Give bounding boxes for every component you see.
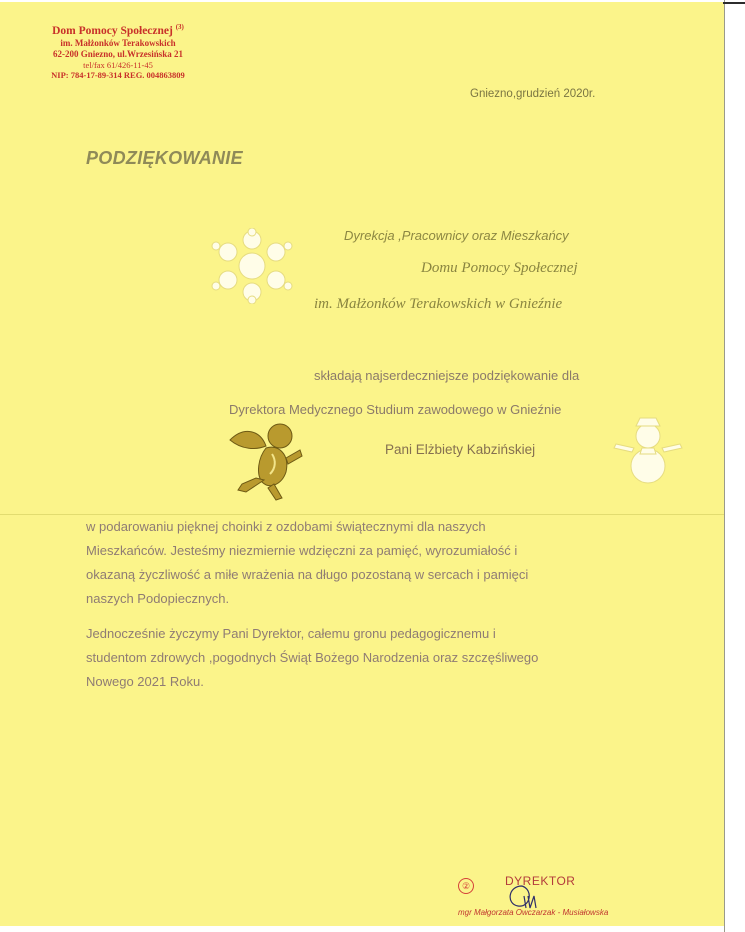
letter-title: PODZIĘKOWANIE (86, 148, 243, 168)
sender-line-3: im. Małżonków Terakowskich w Gnieźnie (314, 296, 563, 312)
recipient-name: Pani Elżbiety Kabzińskiej (385, 442, 536, 457)
snowman-icon (612, 414, 684, 486)
paragraph1-line-3: okazaną życzliwość a miłe wrażenia na długo pozostaną w sercach i pamięci (86, 567, 529, 582)
thanks-paragraph (86, 515, 656, 611)
institution-stamp (28, 20, 208, 81)
thanks-line-2: Dyrektora Medycznego Studium zawodowego w Gnieźnie (229, 402, 562, 417)
paragraph1-line-4: naszych Podopiecznych. (86, 591, 230, 606)
paragraph2-line-2: studentom zdrowych ,pogodnych Świąt Bożego Narodzenia oraz szczęśliwego (86, 650, 539, 665)
paragraph2-line-1: Jednocześnie życzymy Pani Dyrektor, całemu gronu pedagogicznemu i (86, 626, 496, 641)
sender-line-1: Dyrekcja ,Pracownicy oraz Mieszkańcy (344, 228, 569, 243)
stamp-line-1: Dom Pomocy Społecznej (52, 24, 173, 37)
signatory-name: mgr Małgorzata Owczarzak - Musiałowska (458, 908, 609, 917)
paragraph1-line-1: w podarowaniu pięknej choinki z ozdobami świątecznymi dla naszych (86, 519, 486, 534)
stamp-line-4: tel/fax 61/426-11-45 (83, 59, 153, 70)
stamp-superscript: (3) (175, 23, 184, 31)
snowflake-icon (206, 228, 298, 304)
paragraph1-line-2: Mieszkańców. Jesteśmy niezmiernie wdzięczni za pamięć, wyrozumiałość i (86, 543, 518, 558)
wishes-paragraph (86, 622, 656, 694)
page-edge (724, 0, 725, 932)
thanks-line-1: składają najserdeczniejsze podziękowanie dla (314, 368, 580, 383)
letter-sheet (0, 2, 724, 926)
letter-date: Gniezno,grudzień 2020r. (470, 88, 596, 100)
paragraph2-line-3: Nowego 2021 Roku. (86, 674, 204, 689)
angel-icon (226, 420, 306, 502)
stamp-line-3: 62-200 Gniezno, ul.Wrzesińska 21 (52, 48, 184, 59)
edge-mark (723, 2, 745, 4)
stamp-line-5: NIP: 784-17-89-314 REG. 004863809 (51, 69, 185, 80)
sender-line-2: Domu Pomocy Społecznej (421, 260, 578, 276)
signature-title: DYREKTOR (505, 874, 576, 888)
stamp-line-2: im. Małżonków Terakowskich (60, 37, 176, 48)
numbered-mark: ② (458, 878, 474, 894)
